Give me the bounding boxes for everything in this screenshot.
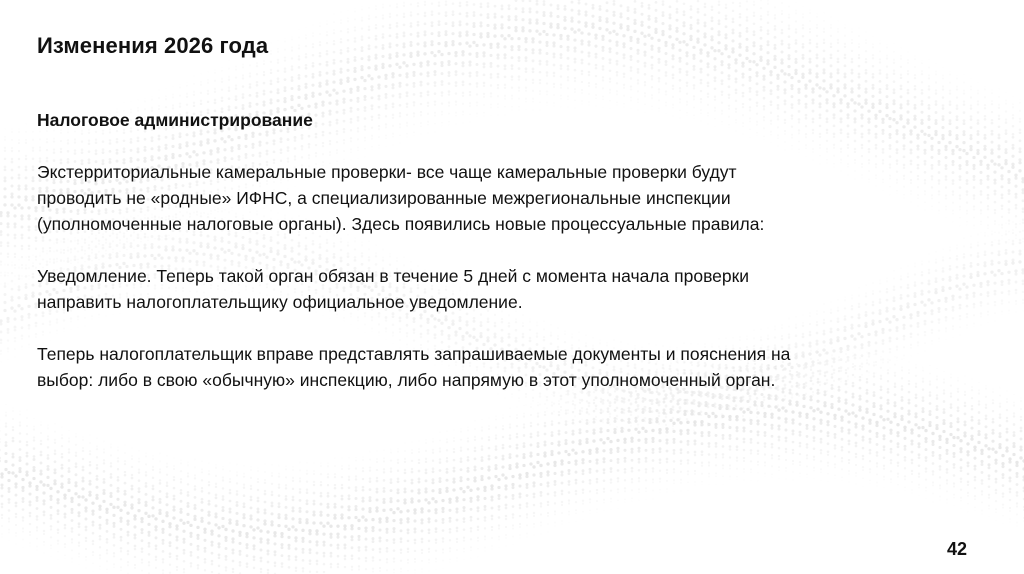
paragraph-notification: Уведомление. Теперь такой орган обязан в течение 5 дней с момента начала проверки направить налогоплательщику официальное уведомление.	[37, 266, 750, 312]
section-heading: Налоговое администрирование	[37, 110, 313, 130]
paragraph-document-submission: Теперь налогоплательщик вправе представлять запрашиваемые документы и пояснения на выбор: либо в свою «обычную» инспекцию, либо напрямую в этот уполномоченный орган.	[37, 344, 791, 390]
slide-title: Изменения 2026 года	[37, 33, 269, 58]
slide-body	[37, 107, 967, 419]
paragraph-extraterritorial-audits: Экстерриториальные камеральные проверки- все чаще камеральные проверки будут проводить не «родные» ИФНС, а специализированные межрегиональные инспекции (уполномоченные налоговые органы). Здесь появились новые процессуальные правила:	[37, 162, 765, 234]
page-number: 42	[946, 539, 967, 559]
